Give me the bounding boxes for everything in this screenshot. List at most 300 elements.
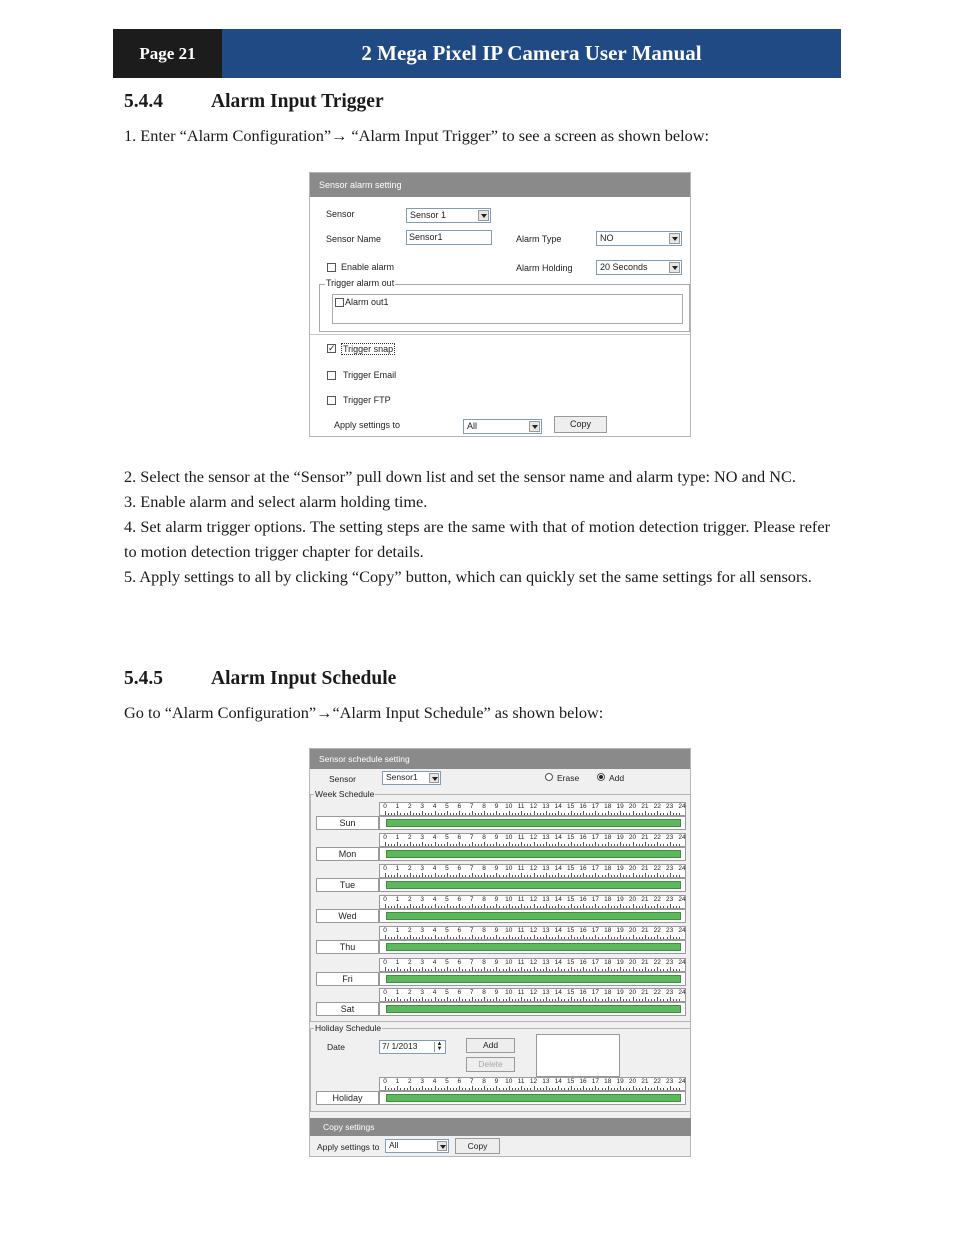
- hour-tick-label: 13: [542, 959, 550, 966]
- trigger-email-checkbox[interactable]: [327, 371, 336, 380]
- hour-tick-mark: [660, 937, 661, 939]
- hour-tick-mark: [645, 873, 646, 877]
- day-label: Mon: [316, 847, 379, 861]
- hour-tick-mark: [413, 844, 414, 846]
- alarm-type-select[interactable]: [596, 231, 682, 246]
- hour-tick-mark: [512, 969, 513, 971]
- hour-tick-label: 20: [628, 927, 637, 934]
- hour-tick-mark: [602, 969, 603, 971]
- hour-tick-mark: [447, 904, 448, 908]
- schedule-fill[interactable]: [386, 881, 681, 889]
- section-title: Alarm Input Schedule: [211, 668, 397, 689]
- hour-tick-mark: [493, 937, 494, 939]
- hour-tick-mark: [428, 906, 429, 908]
- hour-tick-mark: [629, 813, 630, 815]
- hour-tick-mark: [654, 844, 655, 846]
- hour-tick-mark: [490, 1088, 491, 1090]
- hour-tick-mark: [642, 969, 643, 971]
- intro-paragraph: [124, 123, 830, 148]
- hour-tick-mark: [515, 875, 516, 877]
- schedule-fill[interactable]: [386, 1094, 681, 1102]
- hour-tick-mark: [469, 1088, 470, 1090]
- chevron-down-icon[interactable]: [669, 233, 680, 244]
- schedule-bar[interactable]: [379, 816, 686, 830]
- hour-tick-mark: [611, 844, 612, 846]
- sensor-alarm-panel: [309, 172, 691, 437]
- hour-tick-mark: [660, 813, 661, 815]
- hour-tick-mark: [431, 937, 432, 939]
- hour-tick-mark: [564, 875, 565, 877]
- hour-tick-mark: [459, 842, 460, 846]
- hour-tick-mark: [503, 999, 504, 1001]
- hour-tick-mark: [555, 813, 556, 815]
- hour-tick-mark: [385, 904, 386, 908]
- hour-tick-label: 19: [616, 1078, 624, 1085]
- sensor-select[interactable]: [406, 208, 491, 223]
- hour-tick-mark: [394, 813, 395, 815]
- hour-tick-mark: [629, 1088, 630, 1090]
- hour-tick-mark: [561, 937, 562, 939]
- hour-tick-mark: [679, 906, 680, 908]
- hour-tick-mark: [490, 999, 491, 1001]
- hour-tick-mark: [667, 1088, 668, 1090]
- hour-tick-mark: [469, 937, 470, 939]
- hour-tick-mark: [499, 875, 500, 877]
- add-radio[interactable]: [597, 773, 605, 781]
- hour-tick-mark: [453, 969, 454, 971]
- hour-tick-mark: [388, 999, 389, 1001]
- hour-tick-mark: [435, 904, 436, 908]
- page-number: Page 21: [113, 29, 222, 78]
- hour-tick-mark: [614, 875, 615, 877]
- hour-tick-mark: [676, 844, 677, 846]
- hour-tick-label: 10: [505, 989, 513, 996]
- hour-tick-mark: [530, 1088, 531, 1090]
- hour-tick-mark: [469, 906, 470, 908]
- hour-tick-mark: [472, 842, 473, 846]
- hour-tick-mark: [673, 1088, 674, 1090]
- hour-tick-mark: [654, 875, 655, 877]
- hour-tick-label: 10: [505, 803, 513, 810]
- hour-tick-label: 18: [604, 959, 612, 966]
- hour-tick-label: 11: [517, 865, 525, 872]
- hour-tick-label: 4: [432, 896, 437, 903]
- hour-tick-mark: [410, 842, 411, 846]
- hour-tick-mark: [558, 904, 559, 908]
- hour-tick-mark: [574, 906, 575, 908]
- hour-tick-mark: [543, 906, 544, 908]
- hour-tick-mark: [469, 969, 470, 971]
- apply-settings-select[interactable]: [385, 1139, 449, 1153]
- hour-tick-mark: [670, 1086, 671, 1090]
- hour-tick-mark: [602, 937, 603, 939]
- hour-tick-label: 2: [407, 834, 412, 841]
- hour-tick-label: 7: [469, 1078, 474, 1085]
- schedule-fill[interactable]: [386, 975, 681, 983]
- schedule-fill[interactable]: [386, 819, 681, 827]
- hour-tick-mark: [614, 969, 615, 971]
- hour-tick-mark: [663, 969, 664, 971]
- hour-tick-label: 21: [641, 989, 649, 996]
- hour-tick-mark: [633, 873, 634, 877]
- hour-tick-mark: [441, 844, 442, 846]
- hour-tick-mark: [660, 1088, 661, 1090]
- spin-icon[interactable]: ▲ ▼: [434, 1042, 444, 1052]
- hour-tick-label: 21: [641, 803, 649, 810]
- hour-tick-mark: [487, 999, 488, 1001]
- hour-tick-mark: [605, 1088, 606, 1090]
- hour-tick-mark: [475, 844, 476, 846]
- hour-tick-mark: [509, 935, 510, 939]
- hour-tick-mark: [558, 873, 559, 877]
- hour-tick-mark: [447, 873, 448, 877]
- hour-tick-label: 11: [517, 834, 525, 841]
- hour-tick-mark: [394, 1088, 395, 1090]
- hour-tick-label: 3: [420, 803, 424, 810]
- hour-tick-label: 3: [420, 834, 424, 841]
- hour-tick-label: 5: [445, 803, 449, 810]
- hour-tick-mark: [450, 906, 451, 908]
- hour-tick-label: 18: [604, 1078, 612, 1085]
- hour-tick-mark: [608, 811, 609, 815]
- hour-tick-mark: [407, 875, 408, 877]
- hour-tick-mark: [608, 935, 609, 939]
- hour-tick-mark: [654, 813, 655, 815]
- delete-holiday-button[interactable]: Delete: [466, 1057, 515, 1072]
- hour-tick-mark: [645, 935, 646, 939]
- hour-tick-label: 8: [482, 896, 486, 903]
- hour-tick-mark: [524, 813, 525, 815]
- hour-tick-mark: [654, 906, 655, 908]
- hour-tick-mark: [487, 844, 488, 846]
- hour-tick-mark: [648, 844, 649, 846]
- hour-tick-mark: [676, 999, 677, 1001]
- hour-tick-mark: [506, 1088, 507, 1090]
- hour-tick-mark: [657, 935, 658, 939]
- hour-tick-label: 2: [407, 959, 412, 966]
- hour-tick-mark: [441, 1088, 442, 1090]
- hour-tick-mark: [586, 937, 587, 939]
- hour-tick-mark: [614, 844, 615, 846]
- hour-tick-mark: [453, 906, 454, 908]
- hour-tick-mark: [663, 844, 664, 846]
- add-holiday-button[interactable]: Add: [466, 1038, 515, 1053]
- hour-tick-mark: [493, 1088, 494, 1090]
- copy-button[interactable]: Copy: [554, 416, 607, 433]
- section-number: 5.4.4: [124, 91, 163, 112]
- hour-tick-mark: [623, 1088, 624, 1090]
- alarm-out-list: [332, 294, 683, 324]
- schedule-bar[interactable]: [379, 909, 686, 923]
- hour-tick-mark: [651, 969, 652, 971]
- hour-tick-mark: [524, 906, 525, 908]
- hour-tick-label: 15: [567, 865, 575, 872]
- hour-tick-mark: [475, 1088, 476, 1090]
- schedule-row-fri: [316, 958, 688, 986]
- hour-tick-mark: [580, 906, 581, 908]
- hour-tick-mark: [537, 813, 538, 815]
- hour-tick-mark: [438, 875, 439, 877]
- sensor-select[interactable]: [382, 771, 441, 785]
- hour-tick-mark: [512, 813, 513, 815]
- hour-tick-mark: [530, 906, 531, 908]
- hour-tick-mark: [663, 906, 664, 908]
- hour-tick-label: 16: [579, 1078, 587, 1085]
- hour-tick-mark: [496, 967, 497, 971]
- hour-tick-mark: [645, 997, 646, 1001]
- hour-tick-mark: [475, 906, 476, 908]
- hour-tick-mark: [444, 1088, 445, 1090]
- chevron-down-icon[interactable]: [529, 421, 540, 432]
- hour-tick-label: 23: [666, 865, 674, 872]
- hour-tick-mark: [657, 1086, 658, 1090]
- hour-tick-mark: [515, 906, 516, 908]
- hour-tick-mark: [459, 935, 460, 939]
- hour-tick-label: 5: [445, 989, 449, 996]
- hour-tick-mark: [506, 937, 507, 939]
- hour-tick-label: 24: [678, 865, 686, 872]
- hour-tick-mark: [617, 1088, 618, 1090]
- schedule-fill[interactable]: [386, 943, 681, 951]
- hour-tick-mark: [465, 969, 466, 971]
- schedule-bar[interactable]: [379, 847, 686, 861]
- hour-tick-mark: [651, 844, 652, 846]
- hour-tick-mark: [568, 999, 569, 1001]
- hour-tick-mark: [394, 875, 395, 877]
- chevron-down-icon[interactable]: [429, 773, 439, 783]
- hour-tick-label: 16: [579, 834, 587, 841]
- chevron-down-icon[interactable]: [478, 210, 489, 221]
- hour-tick-mark: [456, 844, 457, 846]
- hour-tick-mark: [499, 1088, 500, 1090]
- hour-tick-mark: [589, 969, 590, 971]
- hour-tick-label: 2: [407, 1078, 412, 1085]
- hour-tick-mark: [673, 844, 674, 846]
- panel-title: Sensor schedule setting: [310, 749, 690, 769]
- holiday-list[interactable]: [536, 1034, 620, 1077]
- hour-tick-mark: [530, 999, 531, 1001]
- hour-tick-mark: [552, 1088, 553, 1090]
- hour-tick-mark: [518, 969, 519, 971]
- chevron-down-icon[interactable]: [437, 1141, 447, 1151]
- hour-tick-mark: [465, 999, 466, 1001]
- hour-tick-mark: [586, 813, 587, 815]
- hour-tick-mark: [512, 1088, 513, 1090]
- hour-tick-mark: [521, 873, 522, 877]
- hour-tick-mark: [602, 844, 603, 846]
- hour-tick-label: 17: [591, 927, 599, 934]
- hour-tick-mark: [416, 844, 417, 846]
- hour-tick-label: 9: [494, 989, 499, 996]
- hour-tick-mark: [400, 999, 401, 1001]
- day-label: Tue: [316, 878, 379, 892]
- hour-tick-mark: [453, 1088, 454, 1090]
- hour-tick-mark: [397, 873, 398, 877]
- hour-tick-mark: [394, 969, 395, 971]
- schedule-bar[interactable]: [379, 1091, 686, 1105]
- hour-tick-mark: [592, 813, 593, 815]
- hour-tick-mark: [598, 875, 599, 877]
- hour-tick-mark: [484, 873, 485, 877]
- schedule-fill[interactable]: [386, 912, 681, 920]
- erase-radio[interactable]: [545, 773, 553, 781]
- hour-tick-label: 21: [641, 927, 649, 934]
- hour-tick-mark: [397, 1086, 398, 1090]
- hour-tick-mark: [654, 937, 655, 939]
- step-5: 5. Apply settings to all by clicking “Copy” button, which can quickly set the same settings for all sensors.: [124, 567, 812, 586]
- apply-settings-select[interactable]: [463, 419, 542, 434]
- hour-tick-mark: [586, 906, 587, 908]
- hour-tick-mark: [496, 811, 497, 815]
- date-value: 7/ 1/2013: [382, 1041, 418, 1051]
- hour-tick-mark: [537, 1088, 538, 1090]
- chevron-down-icon[interactable]: [669, 262, 680, 273]
- hour-tick-mark: [608, 967, 609, 971]
- step-3: 3. Enable alarm and select alarm holding time.: [124, 492, 428, 511]
- hour-tick-mark: [496, 1086, 497, 1090]
- hour-tick-mark: [577, 875, 578, 877]
- hour-tick-label: 2: [407, 989, 412, 996]
- hour-tick-mark: [435, 842, 436, 846]
- hour-tick-mark: [602, 875, 603, 877]
- hour-tick-mark: [472, 1086, 473, 1090]
- hour-tick-mark: [537, 999, 538, 1001]
- hour-tick-label: 7: [469, 834, 474, 841]
- hour-tick-label: 23: [666, 959, 674, 966]
- hour-tick-mark: [629, 937, 630, 939]
- hour-tick-label: 0: [383, 803, 387, 810]
- day-label: Fri: [316, 972, 379, 986]
- hour-tick-mark: [605, 969, 606, 971]
- hour-tick-mark: [530, 813, 531, 815]
- hour-tick-mark: [465, 906, 466, 908]
- hour-tick-mark: [623, 937, 624, 939]
- hour-tick-mark: [481, 937, 482, 939]
- schedule-fill[interactable]: [386, 1005, 681, 1013]
- hour-tick-mark: [530, 937, 531, 939]
- hour-tick-mark: [626, 906, 627, 908]
- hour-tick-mark: [558, 811, 559, 815]
- hour-tick-mark: [571, 967, 572, 971]
- enable-alarm-checkbox[interactable]: [327, 263, 336, 272]
- hour-tick-mark: [441, 937, 442, 939]
- hour-tick-mark: [472, 873, 473, 877]
- hour-tick-label: 5: [445, 927, 449, 934]
- hour-tick-mark: [645, 1086, 646, 1090]
- hour-tick-mark: [577, 999, 578, 1001]
- hour-tick-mark: [410, 811, 411, 815]
- hour-tick-mark: [614, 906, 615, 908]
- hour-tick-mark: [484, 967, 485, 971]
- hour-tick-label: 2: [407, 896, 412, 903]
- hour-tick-label: 9: [494, 896, 499, 903]
- hour-tick-label: 7: [469, 865, 474, 872]
- copy-button[interactable]: Copy: [455, 1138, 500, 1154]
- hour-tick-mark: [400, 875, 401, 877]
- alarm-holding-select[interactable]: [596, 260, 682, 275]
- week-schedule-label: Week Schedule: [315, 789, 375, 799]
- schedule-bar[interactable]: [379, 1002, 686, 1016]
- hour-tick-label: 12: [529, 834, 538, 841]
- hour-tick-mark: [447, 967, 448, 971]
- hour-tick-label: 12: [529, 865, 538, 872]
- hour-tick-mark: [527, 937, 528, 939]
- day-label: Sun: [316, 816, 379, 830]
- hour-tick-mark: [422, 997, 423, 1001]
- hour-tick-mark: [518, 1088, 519, 1090]
- hour-tick-mark: [506, 969, 507, 971]
- hour-tick-mark: [633, 842, 634, 846]
- schedule-bar[interactable]: [379, 878, 686, 892]
- hour-tick-mark: [580, 937, 581, 939]
- hour-tick-label: 22: [653, 927, 661, 934]
- section-number: 5.4.5: [124, 668, 163, 689]
- apply-settings-label: Apply settings to: [317, 1142, 380, 1152]
- hour-tick-label: 24: [678, 1078, 686, 1085]
- hour-tick-mark: [673, 999, 674, 1001]
- date-input[interactable]: [379, 1040, 446, 1054]
- hour-tick-mark: [580, 999, 581, 1001]
- hour-tick-mark: [404, 875, 405, 877]
- hour-tick-mark: [438, 969, 439, 971]
- hour-tick-label: 15: [567, 1078, 575, 1085]
- hour-tick-mark: [642, 875, 643, 877]
- alarm-out1-checkbox[interactable]: [335, 298, 344, 307]
- hour-tick-mark: [657, 997, 658, 1001]
- hour-tick-mark: [425, 875, 426, 877]
- trigger-snap-checkbox[interactable]: ✓: [328, 343, 336, 353]
- hour-tick-mark: [660, 906, 661, 908]
- hour-tick-label: 23: [666, 989, 674, 996]
- alarm-holding-value: 20 Seconds: [600, 262, 648, 272]
- hour-tick-mark: [623, 813, 624, 815]
- hour-tick-mark: [629, 844, 630, 846]
- schedule-bar[interactable]: [379, 972, 686, 986]
- hour-tick-label: 14: [554, 927, 562, 934]
- hour-tick-mark: [645, 842, 646, 846]
- hour-tick-label: 19: [616, 803, 624, 810]
- hour-tick-mark: [642, 813, 643, 815]
- hour-tick-mark: [518, 813, 519, 815]
- hour-tick-mark: [642, 999, 643, 1001]
- schedule-fill[interactable]: [386, 850, 681, 858]
- hour-tick-mark: [561, 999, 562, 1001]
- hour-tick-mark: [636, 813, 637, 815]
- hour-tick-mark: [676, 906, 677, 908]
- hour-tick-mark: [564, 844, 565, 846]
- hour-tick-mark: [598, 906, 599, 908]
- hour-tick-mark: [518, 999, 519, 1001]
- hour-tick-mark: [608, 904, 609, 908]
- hour-tick-mark: [518, 844, 519, 846]
- hour-tick-mark: [524, 1088, 525, 1090]
- trigger-ftp-checkbox[interactable]: [327, 396, 336, 405]
- hour-tick-mark: [478, 937, 479, 939]
- schedule-bar[interactable]: [379, 940, 686, 954]
- hour-tick-label: 10: [505, 1078, 513, 1085]
- hour-tick-mark: [543, 1088, 544, 1090]
- hour-tick-label: 15: [567, 927, 575, 934]
- hour-tick-mark: [493, 969, 494, 971]
- hour-tick-label: 0: [383, 865, 387, 872]
- sensor-name-input[interactable]: [406, 230, 492, 245]
- hour-tick-label: 17: [591, 865, 599, 872]
- hour-tick-label: 7: [469, 803, 474, 810]
- hour-tick-label: 15: [567, 959, 575, 966]
- hour-tick-mark: [484, 811, 485, 815]
- hour-tick-label: 20: [628, 834, 637, 841]
- hour-tick-mark: [534, 811, 535, 815]
